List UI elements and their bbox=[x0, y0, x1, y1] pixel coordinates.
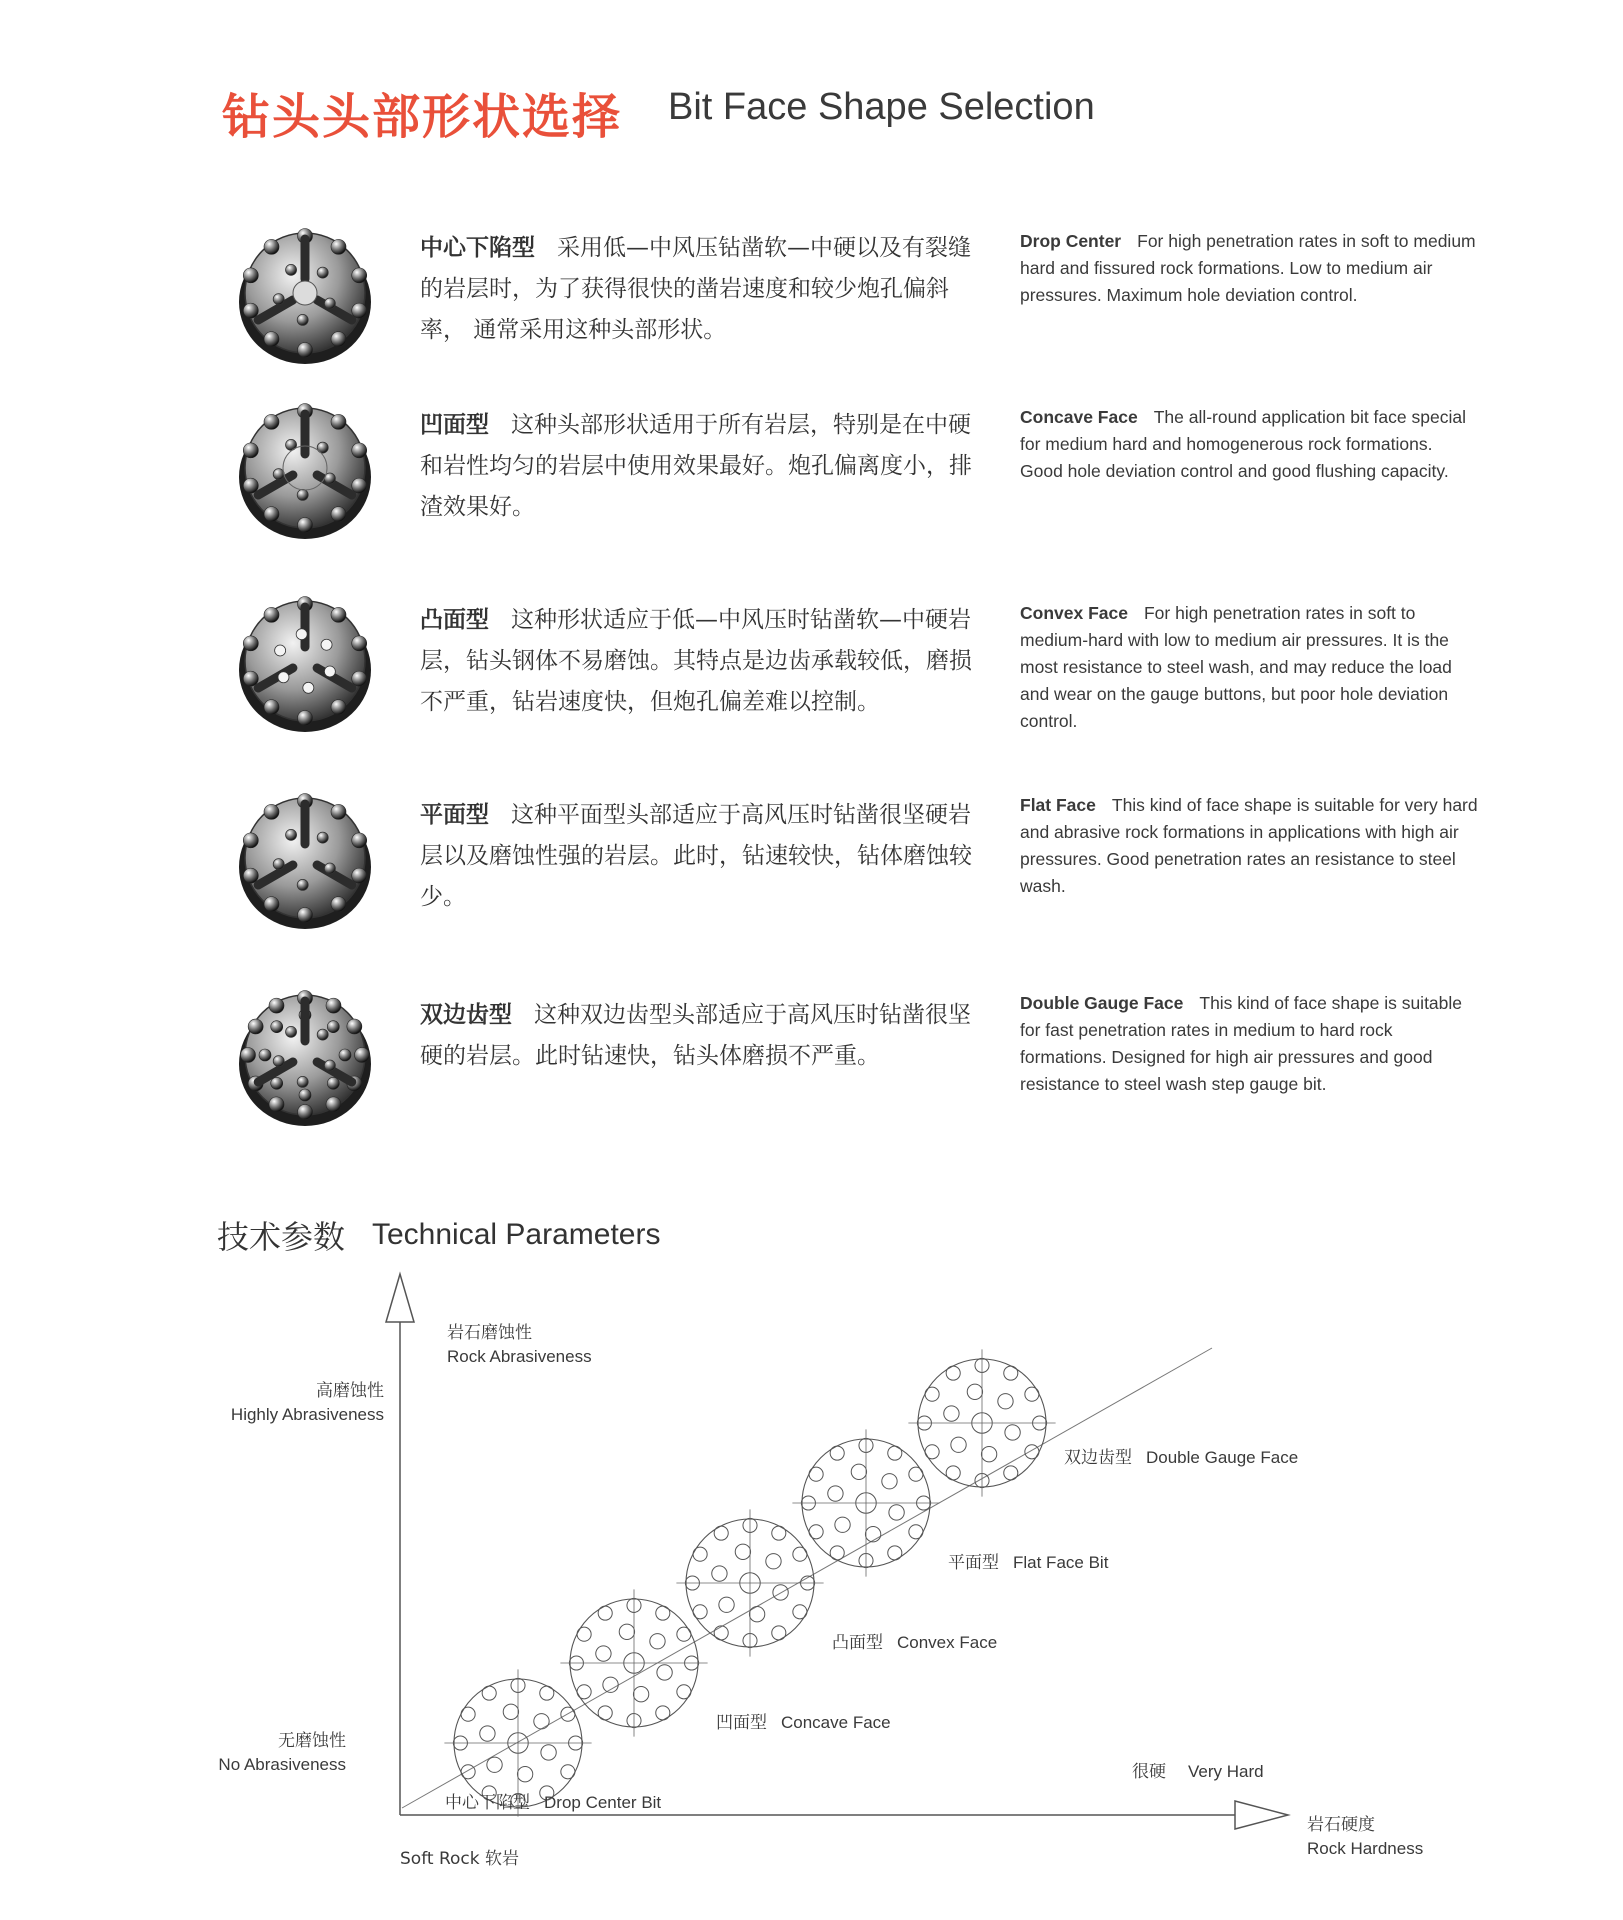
x-axis-label-cn: 岩石硬度 bbox=[1307, 1815, 1375, 1835]
bit-text-en: This kind of face shape is suitable for very hard and abrasive rock formations in applications with high air pressures. Good penetration rates an resistance to steel wash. bbox=[1020, 795, 1478, 896]
y-low-label-cn: 无磨蚀性 bbox=[278, 1731, 346, 1751]
x-axis-arrow bbox=[1235, 1801, 1288, 1829]
face-button bbox=[297, 314, 308, 325]
bit-text-cn: 这种双边齿型头部适应于高风压时钻凿很坚硬的岩层。此时钻速快，钻头体磨损不严重。 bbox=[420, 1002, 971, 1069]
x-high-label-cn: 很硬 bbox=[1132, 1762, 1166, 1782]
gauge-button bbox=[331, 700, 346, 715]
point-label-en: Flat Face Bit bbox=[1013, 1553, 1109, 1572]
y-low-label-en: No Abrasiveness bbox=[218, 1755, 346, 1774]
gauge-button bbox=[331, 507, 346, 522]
trend-line bbox=[402, 1348, 1212, 1808]
gauge-button bbox=[352, 303, 367, 318]
gauge-button bbox=[264, 239, 279, 254]
x-axis-label-en: Rock Hardness bbox=[1307, 1839, 1424, 1858]
gauge-button bbox=[243, 671, 258, 686]
gauge-button bbox=[243, 303, 258, 318]
bit-term-en: Flat Face bbox=[1020, 795, 1096, 815]
face-button bbox=[317, 832, 328, 843]
bit-term-cn: 双边齿型 bbox=[420, 1002, 512, 1028]
inner-gauge-button bbox=[271, 1021, 283, 1033]
gauge-button bbox=[264, 507, 279, 522]
gauge-button bbox=[331, 239, 346, 254]
y-axis-label-cn: 岩石磨蚀性 bbox=[447, 1323, 532, 1343]
point-label-en: Double Gauge Face bbox=[1146, 1448, 1299, 1467]
gauge-button bbox=[243, 478, 258, 493]
chart-point bbox=[676, 1509, 997, 1656]
face-button bbox=[317, 1029, 328, 1040]
bit-text-cn: 采用低—中风压钻凿软—中硬以及有裂缝的岩层时，为了获得很快的凿岩速度和较少炮孔偏斜率， 通常采用这种头部形状。 bbox=[420, 235, 971, 343]
face-button bbox=[275, 645, 286, 656]
point-label-en: Drop Center Bit bbox=[544, 1793, 662, 1812]
bit-term-cn: 凸面型 bbox=[420, 607, 489, 633]
face-button bbox=[321, 639, 332, 650]
face-button bbox=[273, 859, 284, 870]
gauge-button bbox=[331, 607, 346, 622]
gauge-button bbox=[243, 636, 258, 651]
x-low-label: Soft Rock 软岩 bbox=[400, 1849, 519, 1869]
bit-desc-en bbox=[1020, 792, 1480, 900]
gauge-button bbox=[355, 1048, 370, 1063]
inner-gauge-button bbox=[327, 1077, 339, 1089]
abrasiveness-hardness-chart bbox=[0, 1250, 1623, 1920]
gauge-button bbox=[269, 998, 284, 1013]
point-label-cn: 双边齿型 bbox=[1064, 1448, 1132, 1468]
gauge-button bbox=[241, 1048, 256, 1063]
gauge-button bbox=[243, 443, 258, 458]
bit-text-cn: 这种头部形状适用于所有岩层，特别是在中硬和岩性均匀的岩层中使用效果最好。炮孔偏离度小，排渣效果好。 bbox=[420, 412, 972, 520]
gauge-button bbox=[298, 1105, 313, 1120]
bit-desc-cn bbox=[420, 228, 990, 351]
gauge-button bbox=[331, 804, 346, 819]
bit-sketch bbox=[676, 1509, 823, 1656]
bit-text-en: For high penetration rates in soft to medium hard and fissured rock formations. Low to medium air pressures. Maximum hole deviation control. bbox=[1020, 231, 1476, 305]
gauge-button bbox=[298, 711, 313, 726]
point-label-en: Convex Face bbox=[897, 1633, 998, 1652]
bit-text-cn: 这种平面型头部适应于高风压时钻凿很坚硬岩层以及磨蚀性强的岩层。此时，钻速较快，钻体磨蚀较少。 bbox=[420, 802, 972, 910]
bit-sketch bbox=[908, 1349, 1055, 1496]
double-gauge-bit-image bbox=[230, 980, 380, 1130]
gauge-button bbox=[264, 897, 279, 912]
gauge-button bbox=[264, 804, 279, 819]
gauge-button bbox=[326, 1097, 341, 1112]
gauge-button bbox=[243, 268, 258, 283]
x-high-label-en: Very Hard bbox=[1188, 1762, 1264, 1781]
bit-desc-cn bbox=[420, 995, 990, 1077]
bit-desc-cn bbox=[420, 795, 990, 918]
concave-face-bit-image bbox=[230, 393, 380, 543]
convex-face-bit-image bbox=[230, 586, 380, 736]
page-title-cn: 钻头头部形状选择 bbox=[222, 89, 623, 145]
face-button bbox=[324, 1060, 335, 1071]
gauge-button bbox=[264, 607, 279, 622]
gauge-button bbox=[264, 332, 279, 347]
gauge-button bbox=[326, 998, 341, 1013]
gauge-button bbox=[347, 1019, 362, 1034]
point-label-en: Concave Face bbox=[781, 1713, 891, 1732]
chart-point bbox=[560, 1589, 890, 1736]
bit-term-en: Concave Face bbox=[1020, 407, 1138, 427]
bit-text-en: This kind of face shape is suitable for fast penetration rates in medium to hard rock formations. Designed for high air pressures and good resistance to steel wash step gauge bit. bbox=[1020, 993, 1463, 1094]
face-button bbox=[286, 829, 297, 840]
point-label-cn: 凸面型 bbox=[832, 1633, 883, 1653]
bit-term-cn: 中心下陷型 bbox=[420, 235, 535, 261]
drop-center-bit-image bbox=[230, 218, 380, 368]
y-high-label-cn: 高磨蚀性 bbox=[316, 1381, 384, 1401]
face-button bbox=[273, 1056, 284, 1067]
gauge-button bbox=[269, 1097, 284, 1112]
drop-center bbox=[293, 281, 317, 305]
point-label-cn: 凹面型 bbox=[716, 1713, 767, 1733]
bit-desc-en bbox=[1020, 404, 1480, 485]
face-button bbox=[297, 1076, 308, 1087]
bit-sketch bbox=[792, 1429, 939, 1576]
inner-gauge-button bbox=[299, 1089, 311, 1101]
y-axis-arrow bbox=[386, 1274, 414, 1322]
bit-text-cn: 这种形状适应于低—中风压时钻凿软—中硬岩层，钻头钢体不易磨蚀。其特点是边齿承载较低，磨损不严重，钻岩速度快，但炮孔偏差难以控制。 bbox=[420, 607, 972, 715]
bit-sketch bbox=[560, 1589, 707, 1736]
face-button bbox=[273, 294, 284, 305]
bit-term-en: Drop Center bbox=[1020, 231, 1122, 251]
page-title-en: Bit Face Shape Selection bbox=[668, 86, 1095, 128]
bit-desc-en bbox=[1020, 600, 1480, 735]
technical-title-cn: 技术参数 bbox=[217, 1218, 346, 1256]
face-button bbox=[297, 879, 308, 890]
gauge-button bbox=[352, 671, 367, 686]
gauge-button bbox=[298, 518, 313, 533]
point-label-cn: 平面型 bbox=[948, 1553, 999, 1573]
bit-desc-en bbox=[1020, 990, 1480, 1098]
face-button bbox=[324, 298, 335, 309]
gauge-button bbox=[243, 833, 258, 848]
gauge-button bbox=[352, 478, 367, 493]
bit-term-en: Double Gauge Face bbox=[1020, 993, 1184, 1013]
bit-text-en: For high penetration rates in soft to medium-hard with low to medium air pressures. It is the most resistance to steel wash, and may reduce the load and wear on the gauge buttons, but poor hole deviation control. bbox=[1020, 603, 1452, 731]
gauge-button bbox=[352, 268, 367, 283]
flat-face-bit-image bbox=[230, 783, 380, 933]
face-button bbox=[296, 629, 307, 640]
y-high-label-en: Highly Abrasiveness bbox=[230, 1405, 384, 1424]
gauge-button bbox=[298, 343, 313, 358]
technical-title-en: Technical Parameters bbox=[372, 1218, 661, 1251]
gauge-button bbox=[352, 833, 367, 848]
face-button bbox=[317, 267, 328, 278]
bit-desc-en bbox=[1020, 228, 1480, 309]
bit-term-cn: 平面型 bbox=[420, 802, 489, 828]
inner-gauge-button bbox=[339, 1049, 351, 1061]
gauge-button bbox=[243, 868, 258, 883]
face-button bbox=[297, 489, 308, 500]
point-label-cn: 中心下陷型 bbox=[445, 1793, 530, 1813]
face-button bbox=[286, 1026, 297, 1037]
gauge-button bbox=[352, 443, 367, 458]
gauge-button bbox=[298, 908, 313, 923]
inner-gauge-button bbox=[259, 1049, 271, 1061]
gauge-button bbox=[264, 700, 279, 715]
bit-desc-cn bbox=[420, 405, 990, 528]
face-button bbox=[303, 682, 314, 693]
face-button bbox=[324, 666, 335, 677]
gauge-button bbox=[264, 414, 279, 429]
chart-point bbox=[792, 1429, 1108, 1576]
bit-term-cn: 凹面型 bbox=[420, 412, 489, 438]
inner-gauge-button bbox=[271, 1077, 283, 1089]
chart-point bbox=[908, 1349, 1298, 1496]
bit-desc-cn bbox=[420, 600, 990, 723]
face-button bbox=[286, 264, 297, 275]
gauge-button bbox=[331, 897, 346, 912]
gauge-button bbox=[352, 636, 367, 651]
face-button bbox=[324, 863, 335, 874]
gauge-button bbox=[248, 1019, 263, 1034]
gauge-button bbox=[331, 332, 346, 347]
chart-point bbox=[444, 1669, 661, 1816]
inner-gauge-button bbox=[327, 1021, 339, 1033]
bit-term-en: Convex Face bbox=[1020, 603, 1128, 623]
face-button bbox=[278, 672, 289, 683]
gauge-button bbox=[352, 868, 367, 883]
bit-text-en: The all-round application bit face special for medium hard and homogenerous rock formations. Good hole deviation control and good flushing capacity. bbox=[1020, 407, 1466, 481]
face-button bbox=[273, 469, 284, 480]
y-axis-label-en: Rock Abrasiveness bbox=[447, 1347, 592, 1366]
gauge-button bbox=[331, 414, 346, 429]
